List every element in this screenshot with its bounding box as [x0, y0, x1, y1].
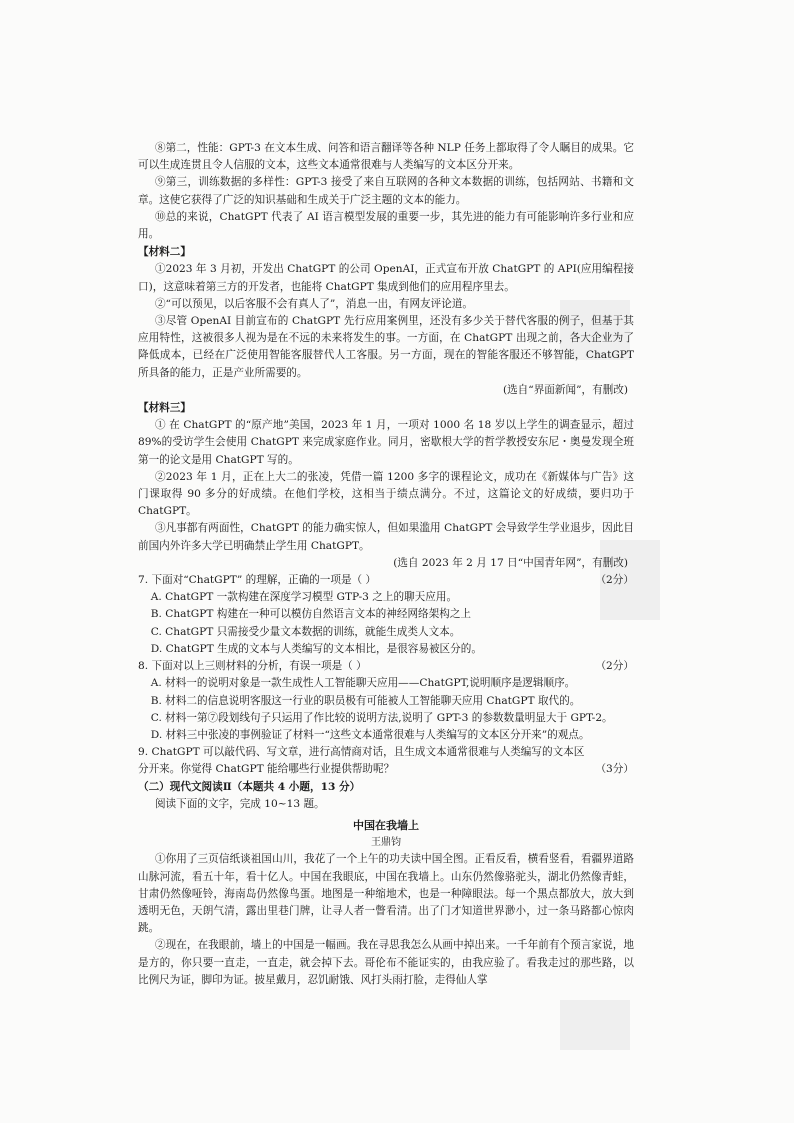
material3-paragraph: ① 在 ChatGPT 的“原产地”美国，2023 年 1 月，一项对 1000 名 18 岁以上学生的调查显示，超过 89%的受访学生会使用 ChatGPT 来完成家庭作业。同月，密歇根大学的哲学教授安东尼・奥曼发现全班第一的论文是用 ChatGPT 写的。: [138, 419, 634, 466]
material2-paragraph: ③尽管 OpenAI 目前宣布的 ChatGPT 先行应用案例里，还没有多少关于替代客服的例子，但基于其应用特性，这被很多人视为是在不远的未来将发生的事。一方面，在 ChatGPT 出现之前，各大企业为了降低成本，已经在广泛使用智能客服替代人工客服。另一方面，现在的智能客服还不够智能，ChatGPT 所具备的能力，正是产业所需要的。: [138, 315, 634, 379]
question-score: （2分）: [595, 574, 634, 587]
option: B. ChatGPT 构建在一种可以模仿自然语言文本的神经网络架构之上: [150, 608, 472, 621]
material1-paragraph: ⑨第三，训练数据的多样性：GPT-3 接受了来自互联网的各种文本数据的训练，包括网站、书籍和文章。这使它获得了广泛的知识基础和生成关于广泛主题的文本的能力。: [138, 176, 634, 206]
material2-heading: 【材料二】: [138, 246, 191, 259]
scan-noise: [560, 1000, 630, 1050]
option: B. 材料二的信息说明客服这一行业的职员极有可能被人工智能聊天应用 ChatGPT 取代的。: [150, 694, 581, 707]
question-score: （3分）: [595, 763, 634, 776]
option: C. ChatGPT 只需接受少量文本数据的训练，就能生成类人文本。: [150, 625, 461, 638]
section-instruction: 阅读下面的文字，完成 10~13 题。: [154, 797, 325, 810]
question-7: [138, 572, 634, 589]
question-stem: 9. ChatGPT 可以敲代码、写文章，进行高情商对话，且生成文本通常很难与人类编写的文本区分开来。你觉得 ChatGPT 能给哪些行业提供帮助呢？: [138, 746, 585, 776]
option: D. ChatGPT 生成的文本与人类编写的文本相比，是很容易被区分的。: [150, 642, 482, 655]
material3-paragraph: ②2023 年 1 月，正在上大二的张凌，凭借一篇 1200 多字的课程论文，成功在《新媒体与广告》这门课取得 90 多分的好成绩。在他们学校，这相当于绩点满分。不过，这篇论文的好成绩，要归功于 ChatGPT。: [138, 470, 634, 518]
material3-heading: 【材料三】: [138, 402, 191, 415]
section-heading: （二）现代文阅读Ⅱ（本题共 4 小题，13 分）: [138, 780, 361, 793]
material2-source: (选自“界面新闻”，有删改): [502, 383, 628, 396]
option: A. ChatGPT 一款构建在深度学习模型 GTP-3 之上的聊天应用。: [150, 591, 458, 604]
question-stem: 7. 下面对“ChatGPT” 的理解，正确的一项是（ ）: [138, 574, 377, 587]
article-paragraph: ①你用了三页信纸谈祖国山川，我花了一个上午的功夫读中国全图。正看反看，横看竖看，看疆界道路山脉河流，看五十年，看十亿人。中国在我眼底，中国在我墙上。山东仍然像骆驼头，湖北仍然像青蛙，甘肃仍然像哑铃，海南岛仍然像鸟蛋。地图是一种缩地术，也是一种障眼法。每一个黑点都放大，放大到透明无色，天朗气清，露出里巷门牌，让寻人者一瞥看清。出了门才知道世界渺小，过一条马路都心惊肉跳。: [138, 853, 634, 935]
option: D. 材料三中张凌的事例验证了材料一“这些文本通常很难与人类编写的文本区分开来”的观点。: [150, 728, 590, 741]
material1-paragraph: ⑧第二，性能：GPT-3 在文本生成、问答和语言翻译等各种 NLP 任务上都取得了令人瞩目的成果。它可以生成连贯且令人信服的文本，这些文本通常很难与人类编写的文本区分开来。: [138, 142, 634, 172]
question-9: [138, 744, 634, 778]
article-author: 王鼎钧: [371, 837, 401, 849]
question-stem: 8. 下面对以上三则材料的分析，有误一项是（ ）: [138, 660, 367, 673]
material2-paragraph: ①2023 年 3 月初，开发出 ChatGPT 的公司 OpenAI，正式宣布开放 ChatGPT 的 API(应用编程接口)，这意味着第三方的开发者，也能将 ChatGPT 集成到他们的应用程序里去。: [138, 263, 634, 293]
question-score: （2分）: [595, 660, 634, 673]
question-8: [138, 658, 634, 675]
material3-source: (选自 2023 年 2 月 17 日“中国青年网”，有删改): [393, 556, 628, 569]
article-title: 中国在我墙上: [353, 818, 419, 832]
option: A. 材料一的说明对象是一款生成性人工智能聊天应用——ChatGPT,说明顺序是逻辑顺序。: [150, 677, 576, 690]
option: C. 材料一第⑦段划线句子只运用了作比较的说明方法,说明了 GPT-3 的参数数量明显大于 GPT-2。: [150, 711, 613, 724]
document-body: [138, 140, 634, 989]
material2-paragraph: ②“可以预见，以后客服不会有真人了”，消息一出，有网友评论道。: [154, 297, 474, 310]
material3-paragraph: ③凡事都有两面性，ChatGPT 的能力确实惊人，但如果滥用 ChatGPT 会导致学生学业退步，因此目前国内外许多大学已明确禁止学生用 ChatGPT。: [138, 522, 634, 552]
material1-paragraph: ⑩总的来说，ChatGPT 代表了 AI 语言模型发展的重要一步，其先进的能力有可能影响许多行业和应用。: [138, 210, 634, 241]
article-paragraph: ②现在，在我眼前，墙上的中国是一幅画。我在寻思我怎么从画中掉出来。一千年前有个预言家说，地是方的，你只要一直走，一直走，就会掉下去。哥伦布不能证实的，由我应验了。看我走过的那些路，以比例尺为证，脚印为证。披星戴月，忍饥耐饿、风打头雨打脸，走得仙人掌: [138, 939, 634, 986]
